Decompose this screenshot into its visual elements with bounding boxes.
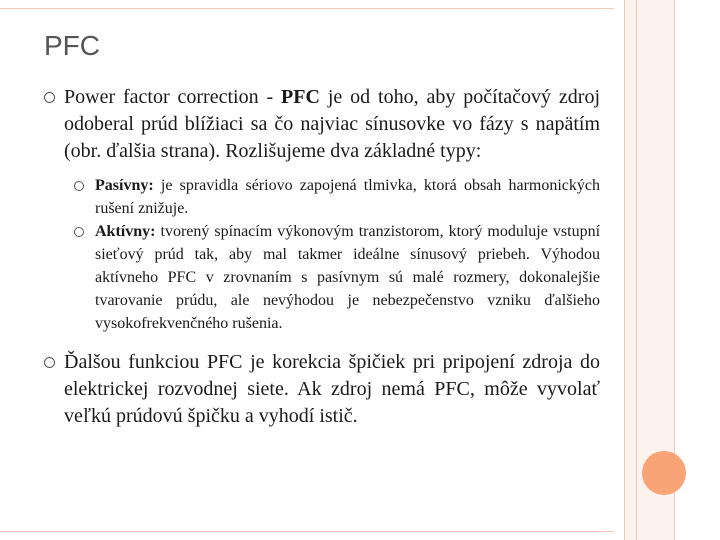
- sub-bullet-ring-icon: [74, 227, 84, 237]
- sub-bullet-term: Pasívny:: [95, 177, 154, 194]
- accent-circle: [642, 451, 686, 495]
- bottom-divider: [0, 531, 614, 532]
- bullet-item: [44, 349, 600, 430]
- slide-title: PFC: [44, 30, 100, 61]
- side-line-left: [624, 0, 625, 540]
- sub-bullet-item: [74, 174, 600, 220]
- bullet-bold-term: PFC: [281, 86, 320, 108]
- sub-bullet-text: tvorený spínacím výkonovým tranzistorom, ktorý moduluje vstupní sieťový prúd tak, aby mal takmer ideálne sínusový priebeh. Výhodou aktívneho PFC v zrovnaním s pasívnym sú malé rozmery, dokonalejšie tvarovanie prúdu, ale nevýhodou je nebezpečenstvo vzniku ďalšieho vysokofrekvenčného rušenia.: [95, 223, 601, 332]
- sub-bullet-text: je spravidla sériovo zapojená tlmivka, ktorá obsah harmonických rušení znižuje.: [95, 177, 600, 217]
- bullet-text: Ďalšou funkciou PFC je korekcia špičiek pri pripojení zdroja do elektrickej rozvodnej siete. Ak zdroj nemá PFC, môže vyvolať veľkú prúdovú špičku a vyhodí istič.: [64, 351, 600, 427]
- bullet-ring-icon: [44, 357, 55, 368]
- sub-bullet-list: [74, 174, 600, 335]
- bullet-lead: Power factor correction -: [64, 86, 274, 108]
- sub-bullet-term: Aktívny:: [95, 223, 156, 240]
- sub-bullet-ring-icon: [74, 181, 84, 191]
- slide-body: [44, 84, 600, 430]
- side-line-inner: [636, 0, 637, 540]
- top-divider: [0, 8, 614, 9]
- bullet-text: je od toho, aby počítačový zdroj odoberal prúd blížiaci sa čo najviac sínusovke vo fázy s napätím (obr. ďalšia strana). Rozlišujeme dva základné typy:: [64, 86, 601, 162]
- sub-bullet-item: [74, 220, 600, 335]
- bullet-ring-icon: [44, 92, 55, 103]
- bullet-item: [44, 84, 600, 165]
